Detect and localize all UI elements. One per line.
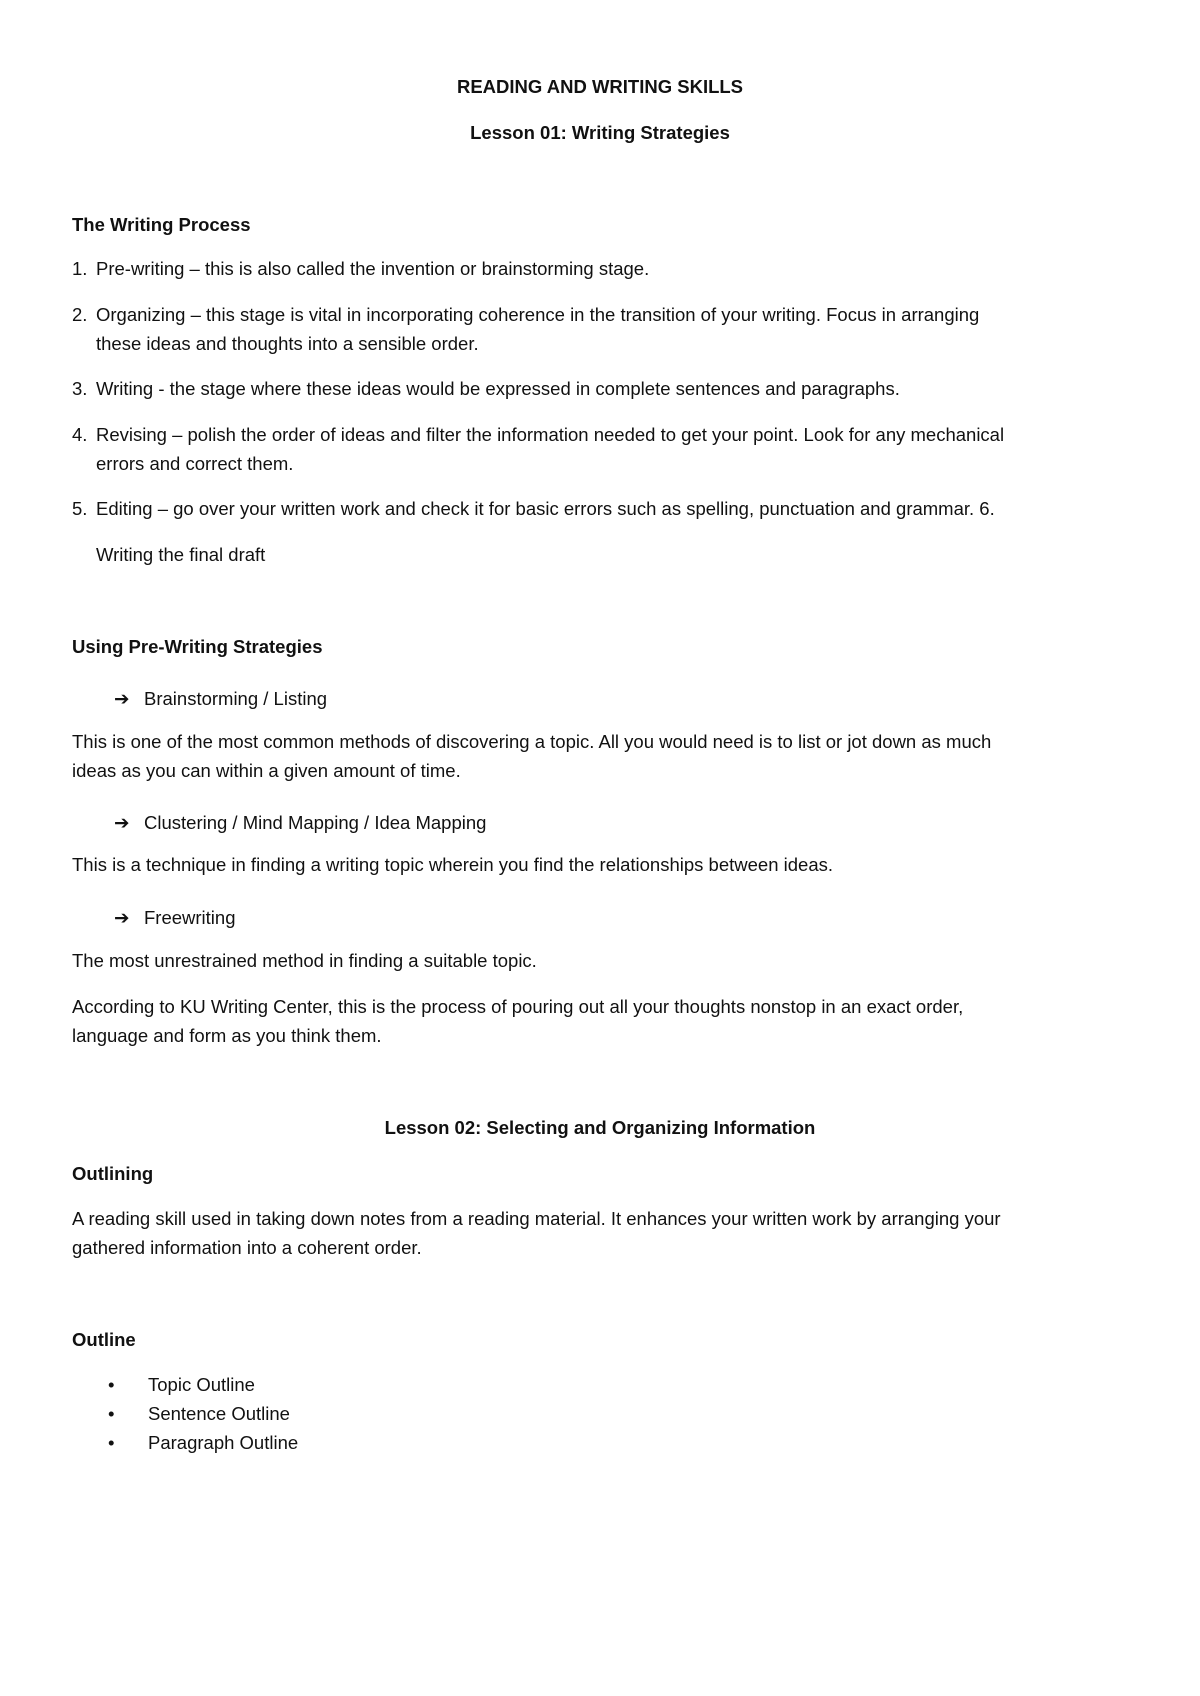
outline-heading: Outline xyxy=(72,1329,136,1350)
strategy-label: Freewriting xyxy=(144,907,236,928)
list-item xyxy=(108,1399,290,1428)
strategy-description: This is a technique in finding a writing topic wherein you find the relationships between ideas. xyxy=(72,854,834,875)
step-text: Organizing – this stage is vital in incorporating coherence in the transition of your writing. Focus in arranging xyxy=(96,304,980,325)
lesson-2-title: Lesson 02: Selecting and Organizing Information xyxy=(384,1117,816,1138)
process-step-4 xyxy=(72,420,1004,449)
bullet-icon: • xyxy=(108,1403,115,1424)
strategy-freewriting xyxy=(114,903,236,932)
process-step-3 xyxy=(72,374,900,403)
strategy-label: Brainstorming / Listing xyxy=(144,688,328,709)
outline-type-label: Paragraph Outline xyxy=(148,1432,299,1453)
strategy-clustering xyxy=(114,808,486,837)
process-step-5 xyxy=(72,494,995,523)
outlining-description: A reading skill used in taking down notes from a reading material. It enhances your written work by arranging your xyxy=(72,1208,1001,1229)
step-text: Pre-writing – this is also called the invention or brainstorming stage. xyxy=(96,258,650,279)
process-step-1 xyxy=(72,254,649,283)
strategy-brainstorming xyxy=(114,684,327,713)
step-number: 3. xyxy=(72,378,88,399)
arrow-icon: ➔ xyxy=(114,812,130,833)
document-title: READING AND WRITING SKILLS xyxy=(456,76,744,97)
step-text: Editing – go over your written work and check it for basic errors such as spelling, punctuation and grammar. 6. xyxy=(96,498,995,519)
step-text: Revising – polish the order of ideas and filter the information needed to get your point. Look for any mechanical xyxy=(96,424,1005,445)
strategy-description: ideas as you can within a given amount of time. xyxy=(72,760,461,781)
process-step-2 xyxy=(72,300,979,329)
step-number: 1. xyxy=(72,258,88,279)
strategy-label: Clustering / Mind Mapping / Idea Mapping xyxy=(144,812,487,833)
list-item xyxy=(108,1370,255,1399)
lesson-1-title: Lesson 01: Writing Strategies xyxy=(470,122,730,143)
step-continuation: these ideas and thoughts into a sensible order. xyxy=(96,333,479,354)
ku-note-line: language and form as you think them. xyxy=(72,1025,382,1046)
bullet-icon: • xyxy=(108,1432,115,1453)
step-continuation: errors and correct them. xyxy=(96,453,294,474)
writing-process-heading: The Writing Process xyxy=(72,214,251,235)
step-number: 2. xyxy=(72,304,88,325)
outline-type-label: Topic Outline xyxy=(148,1374,255,1395)
outlining-description: gathered information into a coherent order. xyxy=(72,1237,422,1258)
arrow-icon: ➔ xyxy=(114,688,130,709)
step-continuation: Writing the final draft xyxy=(96,544,266,565)
step-number: 4. xyxy=(72,424,88,445)
strategy-description: This is one of the most common methods of discovering a topic. All you would need is to list or jot down as much xyxy=(72,731,992,752)
prewriting-strategies-heading: Using Pre-Writing Strategies xyxy=(72,636,323,657)
step-number: 5. xyxy=(72,498,88,519)
outlining-heading: Outlining xyxy=(72,1163,154,1184)
step-text: Writing - the stage where these ideas would be expressed in complete sentences and paragraphs. xyxy=(96,378,900,399)
arrow-icon: ➔ xyxy=(114,907,130,928)
list-item xyxy=(108,1428,298,1457)
ku-note-line: According to KU Writing Center, this is the process of pouring out all your thoughts nonstop in an exact order, xyxy=(72,996,964,1017)
outline-type-label: Sentence Outline xyxy=(148,1403,290,1424)
strategy-description: The most unrestrained method in finding a suitable topic. xyxy=(72,950,537,971)
bullet-icon: • xyxy=(108,1374,115,1395)
